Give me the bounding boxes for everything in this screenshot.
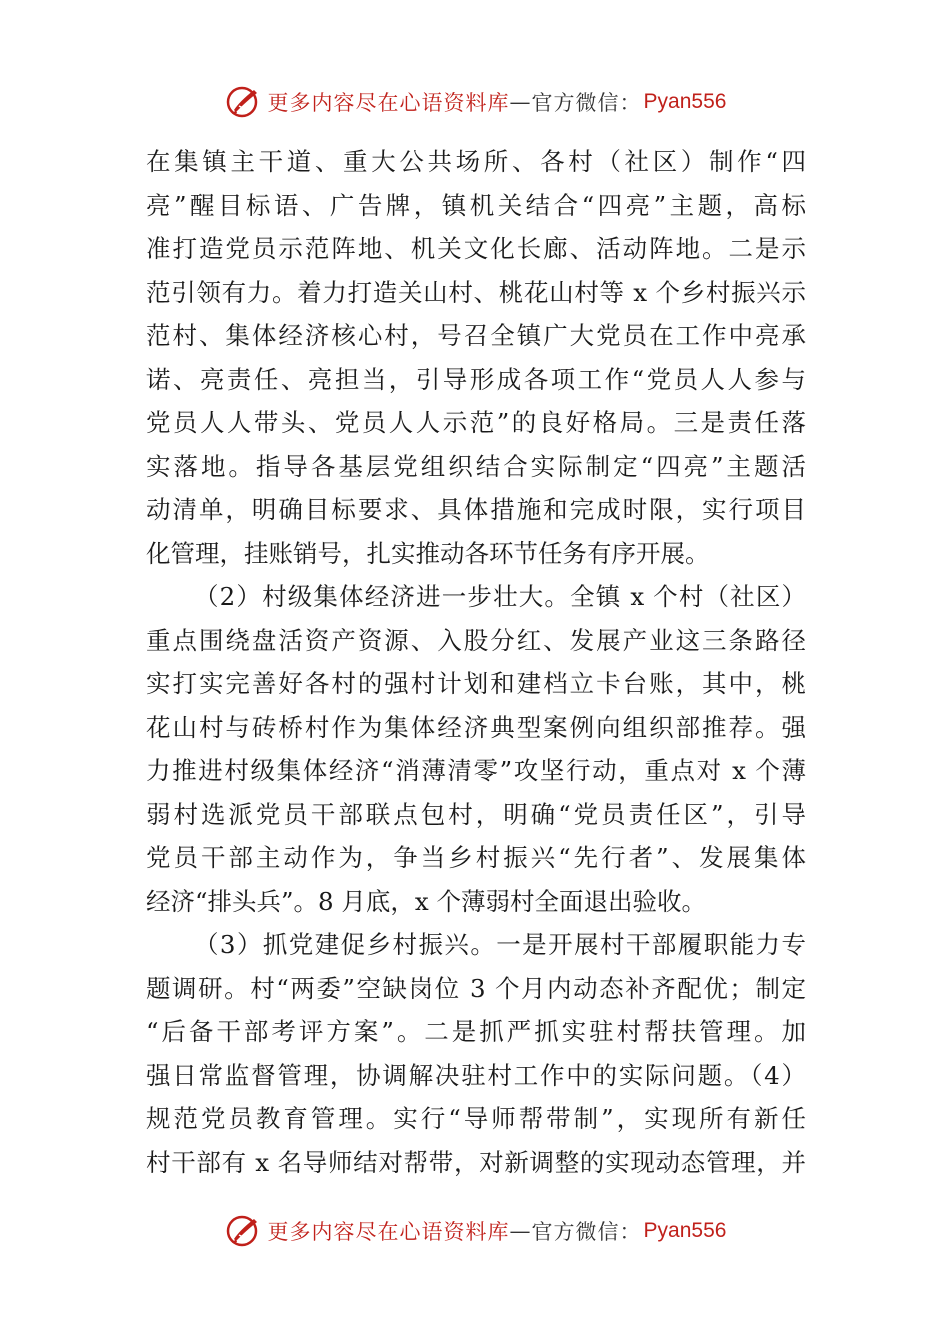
text-line: 党员干部主动作为，争当乡村振兴“先行者”、发展集体	[146, 843, 806, 872]
banner-text: 更多内容尽在心语资料库	[267, 91, 510, 115]
text-line: 花山村与砖桥村作为集体经济典型案例向组织部推荐。强	[146, 712, 806, 742]
banner-dash: —	[509, 1219, 532, 1243]
footer-banner	[0, 1209, 950, 1253]
text-line: （3）抓党建促乡村振兴。一是开展村干部履职能力专	[194, 930, 806, 959]
header-banner	[0, 80, 950, 124]
text-line: 弱村选派党员干部联点包村，明确“党员责任区”，引导	[146, 799, 806, 829]
banner-wechat-label: 官方微信：	[531, 1220, 642, 1244]
text-line: 党员人人带头、党员人人示范”的良好格局。三是责任落	[146, 408, 806, 437]
text-line: “后备干部考评方案”。二是抓严抓实驻村帮扶管理。加	[146, 1017, 806, 1046]
text-line: 村干部有 x 名导师结对帮带，对新调整的实现动态管理，并	[146, 1147, 806, 1177]
pen-logo-icon	[224, 1213, 264, 1249]
text-line: 重点围绕盘活资产资源、入股分红、发展产业这三条路径	[146, 625, 806, 655]
text-line: 规范党员教育管理。实行“导师帮带制”，实现所有新任	[146, 1104, 806, 1133]
text-line: 范引领有力。着力打造关山村、桃花山村等 x 个乡村振兴示	[146, 277, 806, 307]
banner-wechat-id: Pyan556	[643, 1219, 727, 1242]
text-line: 化管理，挂账销号，扎实推动各环节任务有序开展。	[146, 538, 710, 568]
text-line: 亮”醒目标语、广告牌，镇机关结合“四亮”主题，高标	[146, 190, 806, 220]
text-line: 动清单，明确目标要求、具体措施和完成时限，实行项目	[146, 495, 806, 524]
text-line: 强日常监督管理，协调解决驻村工作中的实际问题。（4）	[146, 1060, 806, 1090]
banner-dash: —	[509, 90, 532, 114]
text-line: 在集镇主干道、重大公共场所、各村（社区）制作“四	[146, 147, 806, 176]
pen-logo-icon	[224, 84, 264, 120]
text-line: 经济“排头兵”。8 月底，x 个薄弱村全面退出验收。	[146, 886, 707, 916]
text-line: 实落地。指导各基层党组织结合实际制定“四亮”主题活	[146, 451, 806, 481]
banner-text: 更多内容尽在心语资料库	[267, 1220, 510, 1244]
banner-wechat-id: Pyan556	[643, 90, 727, 113]
banner-wechat-label: 官方微信：	[531, 91, 642, 115]
text-line: 力推进村级集体经济“消薄清零”攻坚行动，重点对 x 个薄	[146, 756, 806, 785]
text-line: 准打造党员示范阵地、机关文化长廊、活动阵地。二是示	[146, 234, 806, 263]
text-line: 诺、亮责任、亮担当，引导形成各项工作“党员人人参与	[146, 364, 806, 394]
text-line: 题调研。村“两委”空缺岗位 3 个月内动态补齐配优；制定	[146, 973, 806, 1003]
text-line: 范村、集体经济核心村，号召全镇广大党员在工作中亮承	[146, 321, 806, 350]
text-line: （2）村级集体经济进一步壮大。全镇 x 个村（社区）	[194, 582, 806, 611]
text-line: 实打实完善好各村的强村计划和建档立卡台账，其中，桃	[146, 669, 806, 698]
document-body	[146, 140, 806, 1184]
